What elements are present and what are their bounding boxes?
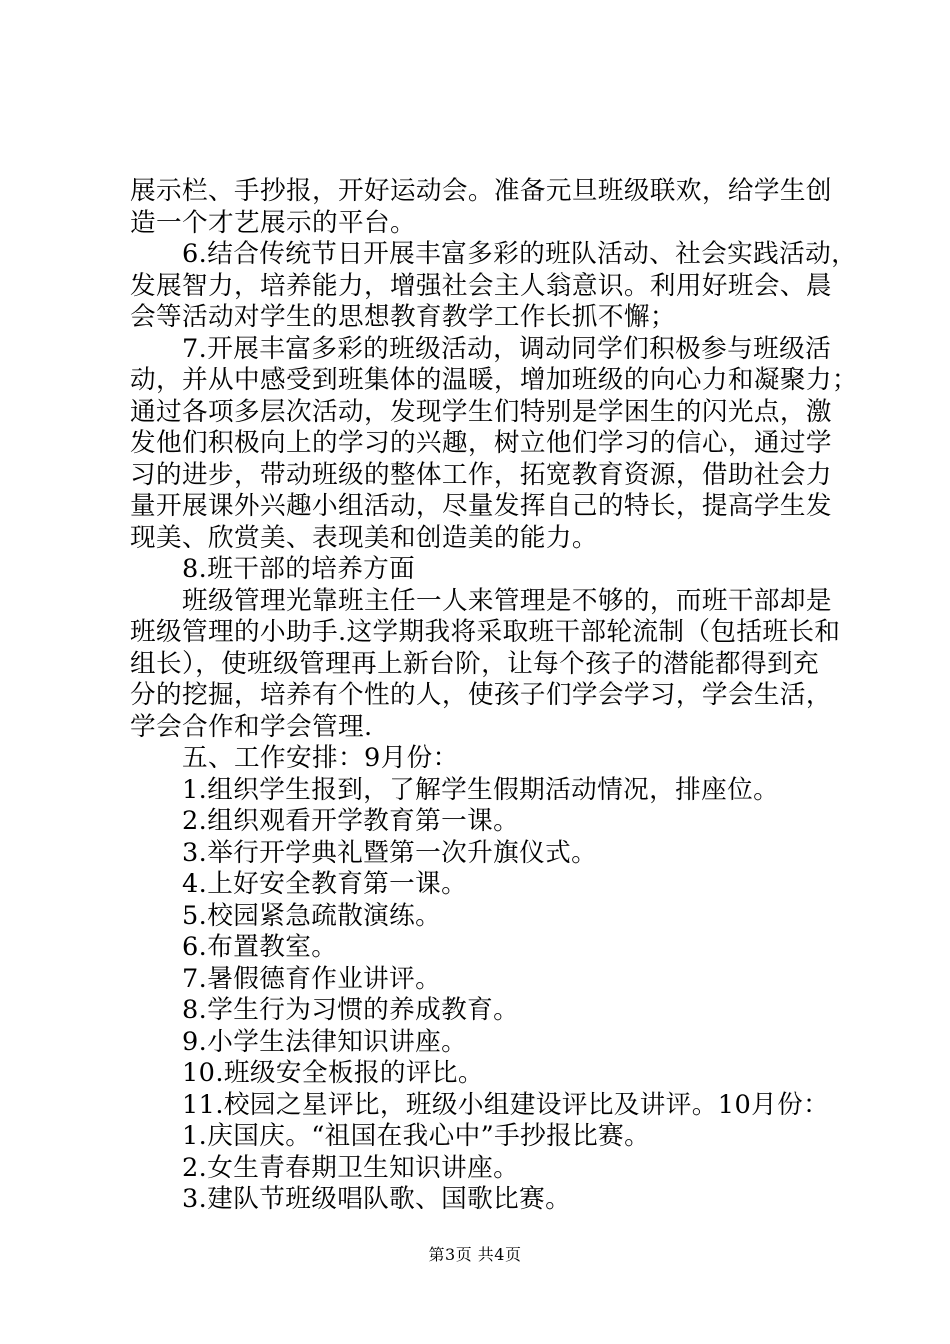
text-line: 4.上好安全教育第一课。 — [182, 869, 468, 899]
text-line: 发他们积极向上的学习的兴趣，树立他们学习的信心，通过学 — [130, 428, 832, 458]
text-line: 发展智力，培养能力，增强社会主人翁意识。利用好班会、晨 — [130, 270, 832, 301]
text-line: 会等活动对学生的思想教育教学工作长抓不懈； — [130, 302, 676, 332]
text-line: 6.布置教室。 — [182, 932, 338, 962]
text-line: 8.学生行为习惯的养成教育。 — [182, 995, 520, 1025]
text-line: 3.举行开学典礼暨第一次升旗仪式。 — [182, 837, 598, 868]
text-line: 分的挖掘，培养有个性的人，使孩子们学会学习，学会生活， — [130, 680, 832, 710]
document-body — [130, 176, 858, 1216]
text-line: 10.班级安全板报的评比。 — [182, 1058, 484, 1088]
text-line: 五、工作安排：9月份： — [182, 743, 459, 773]
text-line: 8.班干部的培养方面 — [182, 554, 416, 584]
text-line: 组长），使班级管理再上新台阶，让每个孩子的潜能都得到充 — [130, 648, 820, 679]
text-line: 7.暑假德育作业讲评。 — [182, 963, 442, 994]
text-line: 1.组织学生报到，了解学生假期活动情况，排座位。 — [182, 774, 780, 805]
text-line: 6.结合传统节日开展丰富多彩的班队活动、社会实践活动， — [182, 239, 858, 269]
text-line: 展示栏、手抄报，开好运动会。准备元旦班级联欢，给学生创 — [130, 176, 832, 206]
text-line: 3.建队节班级唱队歌、国歌比赛。 — [182, 1184, 572, 1214]
text-line: 班级管理光靠班主任一人来管理是不够的，而班干部却是 — [182, 585, 832, 616]
text-line: 现美、欣赏美、表现美和创造美的能力。 — [130, 522, 598, 553]
text-line: 9.小学生法律知识讲座。 — [182, 1026, 468, 1057]
text-line: 动，并从中感受到班集体的温暖，增加班级的向心力和凝聚力； — [130, 365, 858, 395]
text-line: 2.组织观看开学教育第一课。 — [182, 806, 520, 836]
text-line: 2.女生青春期卫生知识讲座。 — [182, 1152, 520, 1183]
page-footer: 第3页 共4页 — [428, 1245, 522, 1264]
text-line: 班级管理的小助手.这学期我将采取班干部轮流制（包括班长和 — [130, 617, 841, 647]
text-line: 1.庆国庆。“祖国在我心中”手抄报比赛。 — [182, 1121, 651, 1151]
text-line: 5.校园紧急疏散演练。 — [182, 900, 442, 931]
text-line: 习的进步，带动班级的整体工作，拓宽教育资源，借助社会力 — [130, 459, 832, 490]
text-line: 学会合作和学会管理. — [130, 711, 373, 742]
text-line: 量开展课外兴趣小组活动，尽量发挥自己的特长，提高学生发 — [130, 491, 832, 521]
text-line: 通过各项多层次活动，发现学生们特别是学困生的闪光点，激 — [130, 396, 832, 427]
text-line: 11.校园之星评比，班级小组建设评比及讲评。10月份： — [182, 1089, 830, 1120]
text-line: 造一个才艺展示的平台。 — [130, 207, 416, 238]
text-line: 7.开展丰富多彩的班级活动，调动同学们积极参与班级活 — [182, 333, 832, 364]
